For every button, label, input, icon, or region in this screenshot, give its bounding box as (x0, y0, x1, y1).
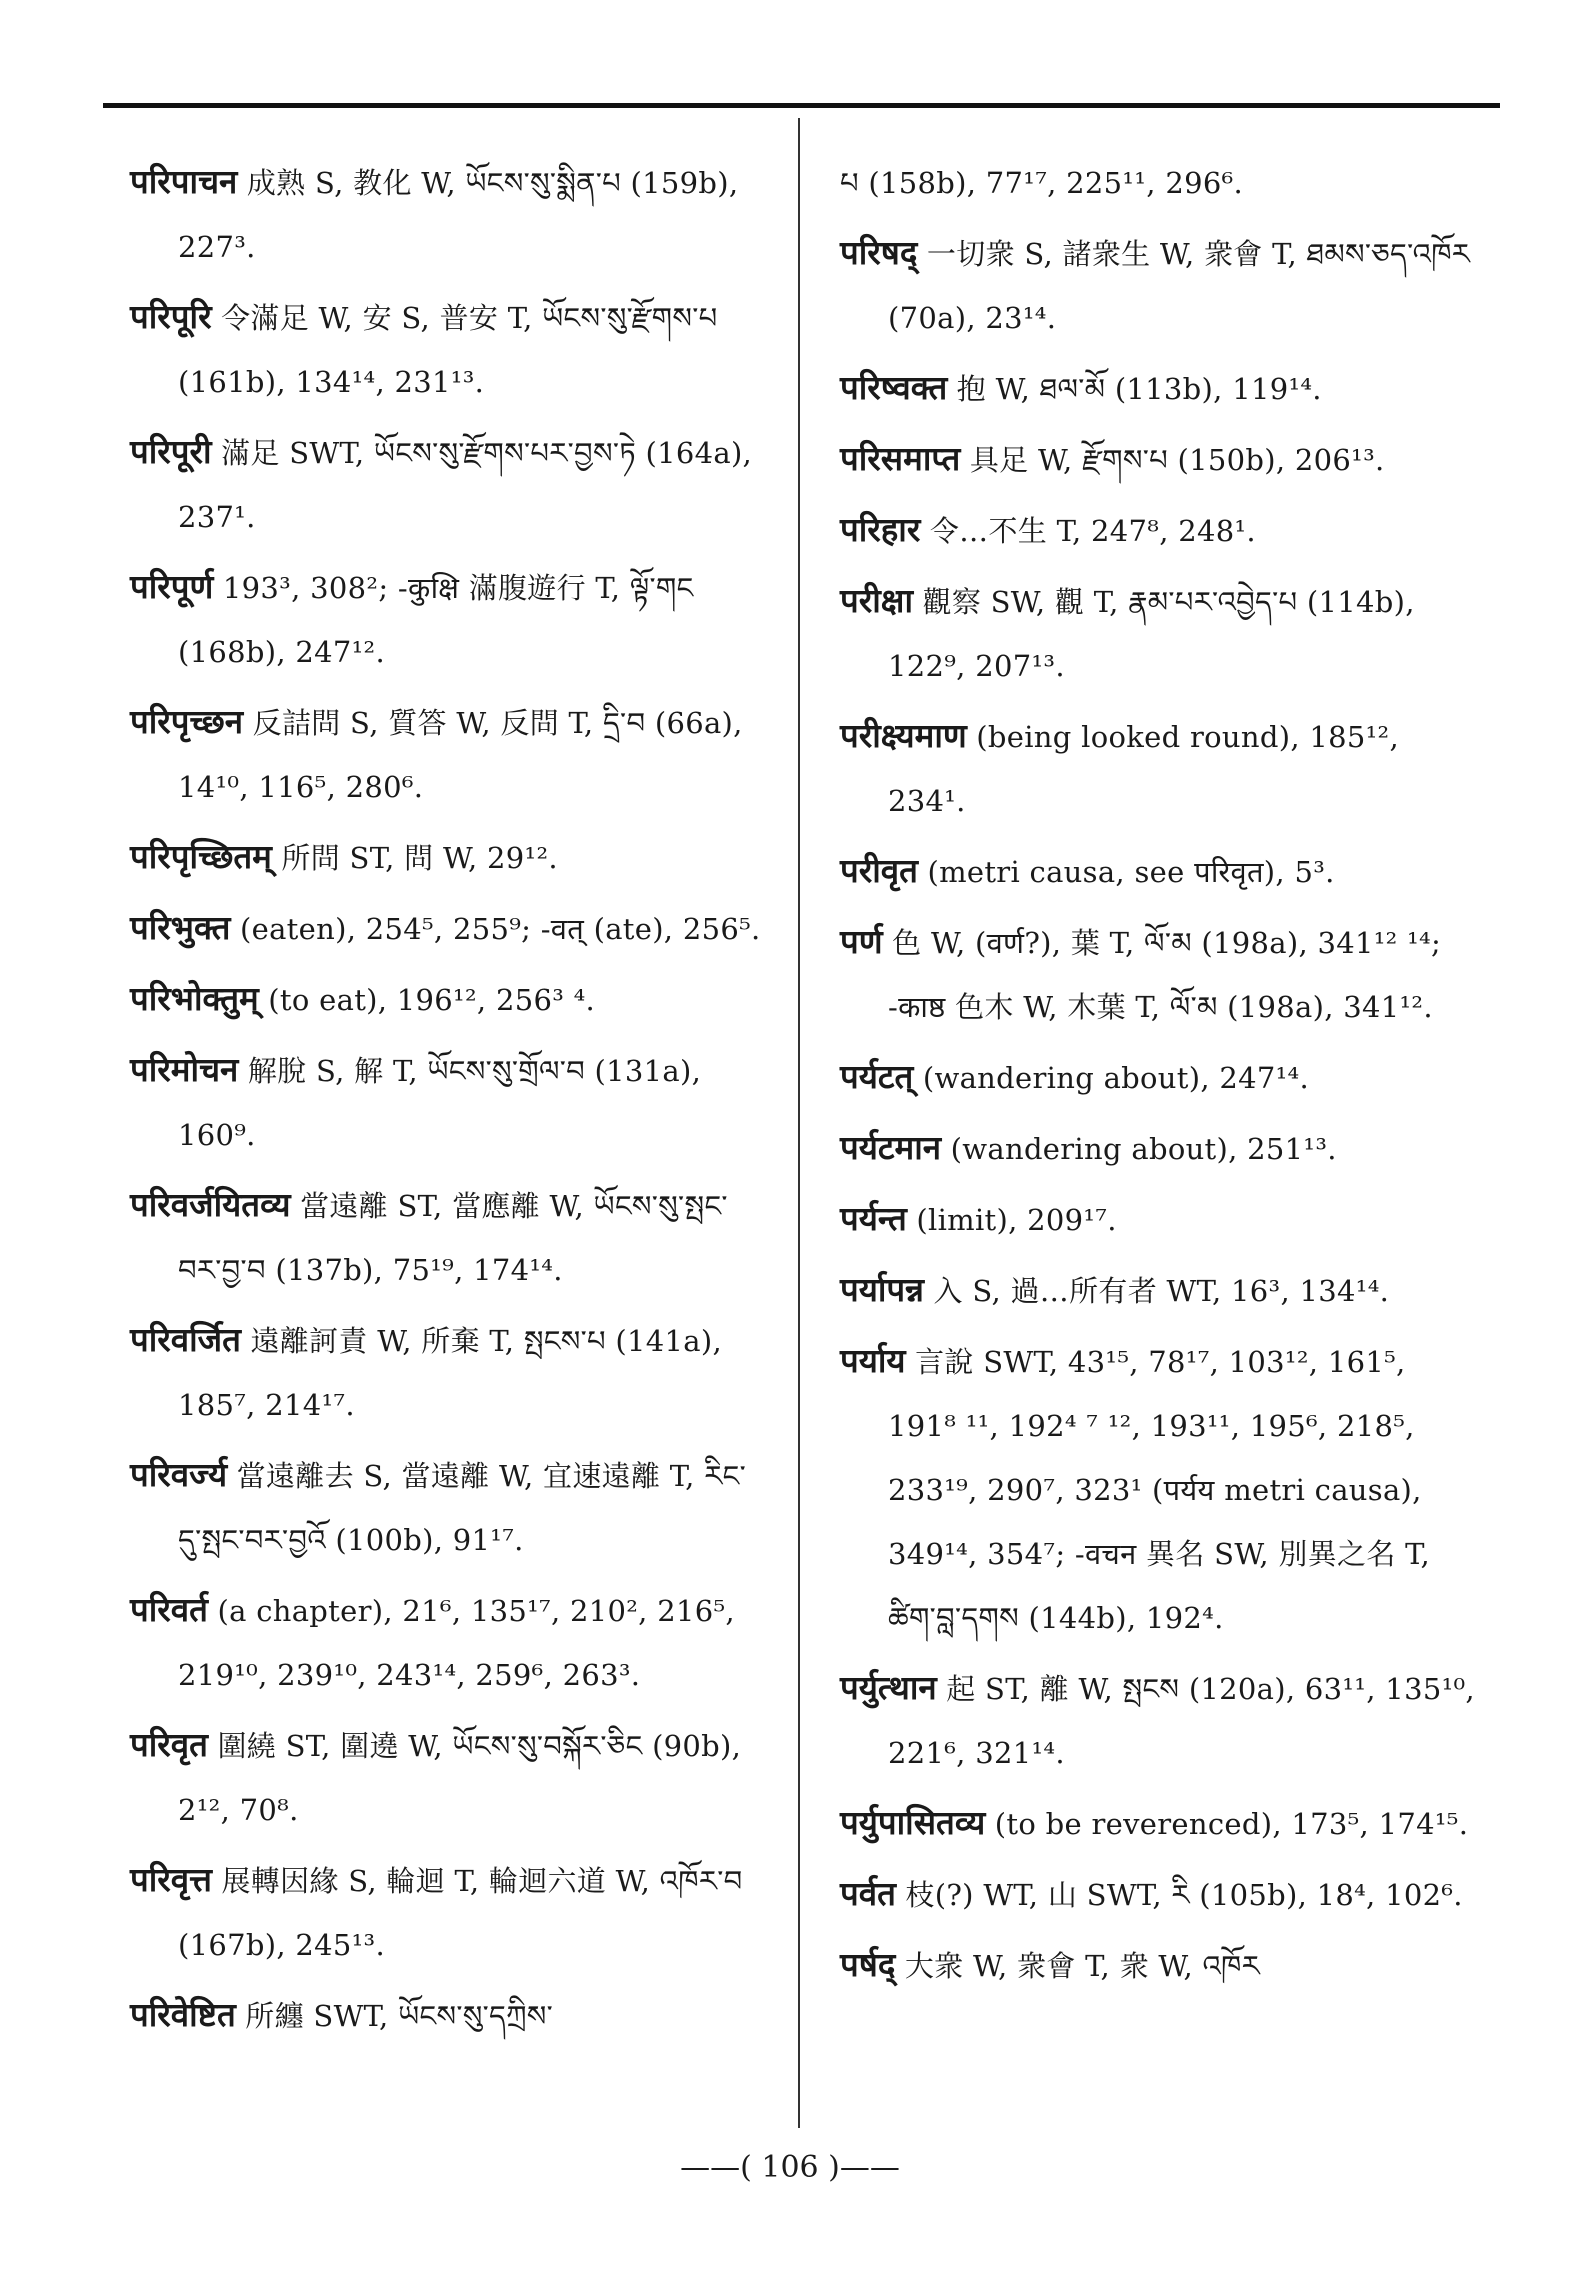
dictionary-entry (130, 1848, 765, 1977)
dictionary-entry (840, 1791, 1480, 1856)
entry-gloss: 觀察 SW, 觀 T, རྣམ་པར་འབྱེད་པ (114b), 122⁹, 207¹³. (888, 585, 1415, 683)
entry-gloss: 一切衆 S, 諸衆生 W, 衆會 T, ཐམས་ཅད་འཁོར (70a), 23¹⁴. (888, 237, 1471, 335)
headword: पर्यापन्न (840, 1270, 924, 1309)
page-number: ——( 106 )—— (680, 2150, 900, 2185)
entry-gloss: (to eat), 196¹², 256³ ⁴. (258, 983, 596, 1017)
entry-gloss: 起 ST, 離 W, སྤངས (120a), 63¹¹, 135¹⁰, 221⁶, 321¹⁴. (888, 1672, 1475, 1770)
dictionary-entry (840, 1045, 1480, 1110)
left-column (130, 150, 765, 2054)
dictionary-entry (840, 1656, 1480, 1785)
dictionary-entry (840, 704, 1480, 833)
headword: पर्षद् (840, 1945, 896, 1984)
headword: परिहार (840, 510, 921, 549)
entry-gloss: (being looked round), 185¹², 234¹. (888, 720, 1399, 818)
dictionary-entry (130, 1443, 765, 1572)
dictionary-entry (840, 910, 1480, 1039)
entry-gloss: (eaten), 254⁵, 255⁹; -वत् (ate), 256⁵. (230, 912, 761, 946)
entry-gloss: 所纏 SWT, ཡོངས་སུ་དཀྲིས་ (235, 1999, 554, 2033)
right-column (840, 150, 1480, 2004)
entry-gloss: པ (158b), 77¹⁷, 225¹¹, 296⁶. (840, 166, 1244, 200)
headword: परिवर्त (130, 1590, 208, 1629)
headword: परिवर्ज्य (130, 1455, 228, 1494)
entry-gloss: 入 S, 過…所有者 WT, 16³, 134¹⁴. (924, 1274, 1390, 1308)
entry-gloss: (metri causa, see परिवृत), 5³. (917, 855, 1335, 889)
entry-gloss: 大衆 W, 衆會 T, 衆 W, འཁོར (895, 1949, 1261, 1983)
headword: परिपृच्छितम् (130, 837, 272, 876)
dictionary-entry (130, 1983, 765, 2048)
dictionary-entry (130, 1578, 765, 1707)
headword: परिपूरी (130, 432, 212, 471)
top-rule (103, 103, 1500, 108)
dictionary-entry (840, 839, 1480, 904)
dictionary-entry (130, 1713, 765, 1842)
dictionary-entry (130, 285, 765, 414)
headword: परिपूर्ण (130, 567, 214, 606)
headword: परिवर्जित (130, 1320, 241, 1359)
entry-gloss: 193³, 308²; -कुक्षि 滿腹遊行 T, ལྟོ་གང (168b), 247¹². (178, 571, 694, 669)
headword: पर्यटत् (840, 1057, 914, 1096)
headword: परिपूरि (130, 297, 212, 336)
entry-gloss: 所問 ST, 問 W, 29¹². (271, 841, 558, 875)
headword: परिष्वक्त (840, 368, 948, 407)
dictionary-entry (840, 1862, 1480, 1927)
dictionary-entry (840, 569, 1480, 698)
entry-gloss: 展轉因緣 S, 輪迴 T, 輪迴六道 W, འཁོར་བ (167b), 245¹³. (178, 1864, 743, 1962)
entry-gloss: 具足 W, རྫོགས་པ (150b), 206¹³. (960, 443, 1385, 477)
entry-gloss: 令…不生 T, 247⁸, 248¹. (920, 514, 1256, 548)
dictionary-entry (130, 1308, 765, 1437)
headword: परिपृच्छन (130, 702, 244, 741)
entry-gloss: (wandering about), 251¹³. (941, 1132, 1337, 1166)
headword: पर्युपासितव्य (840, 1803, 986, 1842)
entry-gloss: 抱 W, ཐལ་མོ (113b), 119¹⁴. (947, 372, 1322, 406)
entry-gloss: 枝(?) WT, 山 SWT, རི (105b), 18⁴, 102⁶. (895, 1878, 1463, 1912)
entry-gloss: (to be reverenced), 173⁵, 174¹⁵. (985, 1807, 1469, 1841)
headword: परीक्षा (840, 581, 913, 620)
entry-gloss: (a chapter), 21⁶, 135¹⁷, 210², 216⁵, 219¹⁰, 239¹⁰, 243¹⁴, 259⁶, 263³. (178, 1594, 735, 1692)
headword: परीवृत (840, 851, 918, 890)
headword: परिवृत्त (130, 1860, 212, 1899)
headword: परिमोचन (130, 1050, 239, 1089)
dictionary-entry (840, 427, 1480, 492)
dictionary-entry (840, 150, 1480, 215)
entry-gloss: 當遠離去 S, 當遠離 W, 宜速遠離 T, རིང་དུ་སྤང་བར་བྱའོ (100b), 91¹⁷. (178, 1459, 746, 1557)
entry-gloss: 圍繞 ST, 圍遶 W, ཡོངས་སུ་བསྐོར་ཅིང (90b), 2¹², 70⁸. (178, 1729, 742, 1827)
entry-gloss: 成熟 S, 教化 W, ཡོངས་སུ་སྨིན་པ (159b), 227³. (178, 166, 739, 264)
entry-gloss: 言說 SWT, 43¹⁵, 78¹⁷, 103¹², 161⁵, 191⁸ ¹¹, 192⁴ ⁷ ¹², 193¹¹, 195⁶, 218⁵, 233¹⁹, 290⁷, 323¹ (पर्यय metri causa), 349¹⁴, 354⁷; -वचन 異名 SW, 別異之名 T, ཚིག་བླ་དགས (144b), 192⁴. (888, 1345, 1431, 1635)
entry-gloss: 解脫 S, 解 T, ཡོངས་སུ་གྲོལ་བ (131a), 160⁹. (178, 1054, 702, 1152)
dictionary-entry (130, 825, 765, 890)
dictionary-entry (840, 356, 1480, 421)
entry-gloss: 色 W, (वर्ण?), 葉 T, ལོ་མ (198a), 341¹² ¹⁴; -काष्ठ 色木 W, 木葉 T, ལོ་མ (198a), 341¹². (882, 926, 1442, 1024)
dictionary-entry (840, 1116, 1480, 1181)
headword: परिभुक्त (130, 908, 231, 947)
headword: परिवृत (130, 1725, 208, 1764)
entry-gloss: (limit), 209¹⁷. (906, 1203, 1117, 1237)
headword: पर्ण (840, 922, 883, 961)
entry-gloss: 令滿足 W, 安 S, 普安 T, ཡོངས་སུ་རྫོགས་པ (161b), 134¹⁴, 231¹³. (178, 301, 718, 399)
column-divider (798, 118, 800, 2128)
dictionary-entry (130, 1038, 765, 1167)
headword: पर्यटमान (840, 1128, 942, 1167)
entry-gloss: 滿足 SWT, ཡོངས་སུ་རྫོགས་པར་བྱས་ཏེ (164a), 237¹. (178, 436, 753, 534)
dictionary-entry (840, 221, 1480, 350)
dictionary-entry (840, 498, 1480, 563)
dictionary-entry (840, 1187, 1480, 1252)
headword: परीक्ष्यमाण (840, 716, 967, 755)
dictionary-entry (840, 1933, 1480, 1998)
dictionary-entry (130, 420, 765, 549)
entry-gloss: 反詰問 S, 質答 W, 反問 T, དྲི་བ (66a), 14¹⁰, 116⁵, 280⁶. (178, 706, 743, 804)
dictionary-entry (840, 1258, 1480, 1323)
headword: परिवेष्टित (130, 1995, 236, 2034)
headword: परिषद् (840, 233, 918, 272)
dictionary-entry (130, 1173, 765, 1302)
entry-gloss: 遠離訶責 W, 所棄 T, སྤངས་པ (141a), 185⁷, 214¹⁷. (178, 1324, 722, 1422)
dictionary-entry (130, 150, 765, 279)
headword: परिभोक्तुम् (130, 979, 259, 1018)
dictionary-entry (130, 555, 765, 684)
headword: परिवर्जयितव्य (130, 1185, 291, 1224)
entry-gloss: 當遠離 ST, 當應離 W, ཡོངས་སུ་སྤང་བར་བྱ་བ (137b), 75¹⁹, 174¹⁴. (178, 1189, 728, 1287)
headword: परिसमाप्त (840, 439, 961, 478)
entry-gloss: (wandering about), 247¹⁴. (913, 1061, 1309, 1095)
headword: पर्युत्थान (840, 1668, 937, 1707)
headword: पर्यन्त (840, 1199, 907, 1238)
headword: पर्याय (840, 1341, 906, 1380)
headword: पर्वत (840, 1874, 896, 1913)
dictionary-entry (840, 1329, 1480, 1650)
dictionary-entry (130, 967, 765, 1032)
dictionary-entry (130, 690, 765, 819)
headword: परिपाचन (130, 162, 238, 201)
dictionary-entry (130, 896, 765, 961)
